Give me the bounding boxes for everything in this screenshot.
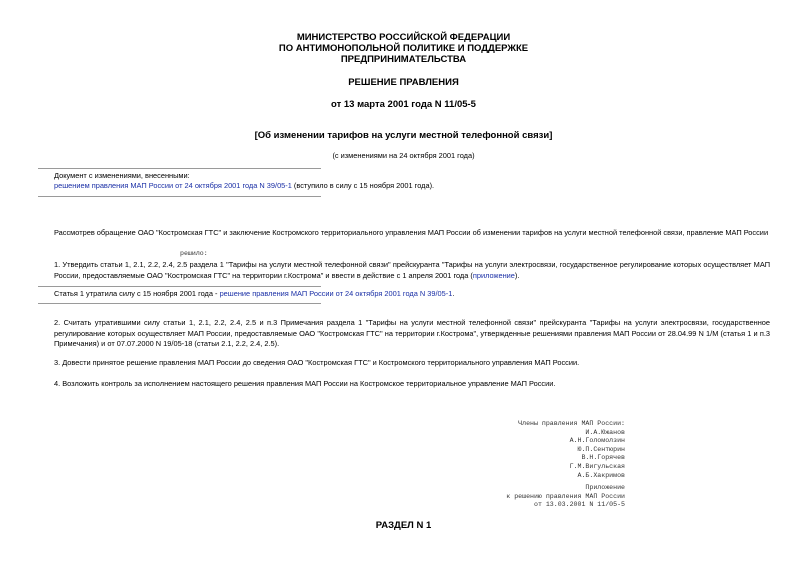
changes-line	[54, 181, 434, 191]
appendix-link[interactable]: приложение	[472, 270, 515, 280]
changes-intro: Документ с изменениями, внесенными:	[54, 171, 190, 180]
ministry-line-3: ПРЕДПРИНИМАТЕЛЬСТВА	[340, 54, 467, 65]
appendix-line-3: от 13.03.2001 N 11/05-5	[533, 501, 625, 509]
changes-link[interactable]: решением правления МАП России от 24 октября 2001 года N 39/05-1	[54, 181, 292, 190]
member-name: Ю.П.Сентюрин	[577, 445, 625, 453]
paragraph-3: 3. Довести принятое решение правления МАП России до сведения ОАО "Костромская ГТС" и Костромского территориального управления МАП России.	[54, 358, 580, 367]
document-title: [Об изменении тарифов на услуги местной телефонной связи]	[254, 130, 553, 141]
paragraph-4: 4. Возложить контроль за исполнением настоящего решения правления МАП России на Костромское территориальное управление МАП России.	[54, 379, 556, 388]
note-divider-bottom	[38, 303, 321, 304]
changes-suffix: (вступило в силу с 15 ноября 2001 года).	[291, 181, 435, 190]
paragraph-1-end: ).	[514, 270, 520, 280]
resolved-label: решило:	[180, 250, 208, 257]
member-name: А.Н.Голомолзин	[569, 437, 625, 445]
ministry-line-2: ПО АНТИМОНОПОЛЬНОЙ ПОЛИТИКЕ И ПОДДЕРЖКЕ	[278, 43, 529, 54]
note-divider-top	[38, 286, 321, 287]
member-name: В.Н.Горячев	[581, 454, 625, 462]
appendix-block	[430, 484, 625, 510]
member-name: Г.М.Вигульская	[569, 462, 625, 470]
decision-heading: РЕШЕНИЕ ПРАВЛЕНИЯ	[348, 77, 459, 88]
repeal-note-end: .	[452, 289, 455, 298]
changes-note: (с изменениями на 24 октября 2001 года)	[332, 151, 475, 160]
decision-date: от 13 марта 2001 года N 11/05-5	[331, 99, 476, 110]
paragraph-1	[54, 260, 770, 281]
repeal-note	[54, 289, 454, 299]
member-name: И.А.Южанов	[585, 428, 625, 436]
member-name: А.Б.Хакримов	[577, 471, 625, 479]
members-label: Члены правления МАП России:	[518, 420, 625, 427]
ministry-line-1: МИНИСТЕРСТВО РОССИЙСКОЙ ФЕДЕРАЦИИ	[296, 32, 511, 43]
appendix-line-1: Приложение	[585, 484, 625, 491]
paragraph-1-text: 1. Утвердить статьи 1, 2.1, 2.2, 2.4, 2.5 раздела 1 "Тарифы на услуги местной телефонной связи" прейскуранта "Тарифы на услуги электросвязи, государственное регулирование которых осуществляет МАП России, предоставляемые ОАО "Костромская ГТС" на территории г.Кострома" и ввести в действие с 1 апреля 2001 года (	[54, 260, 770, 280]
preamble: Рассмотрев обращение ОАО "Костромская ГТС" и заключение Костромского территориального управления МАП России об изменении тарифов на услуги местной телефонной связи, правление МАП России	[54, 228, 769, 237]
divider-top	[38, 168, 321, 169]
signatures-block	[430, 420, 625, 480]
repeal-note-link[interactable]: решение правления МАП России от 24 октября 2001 года N 39/05-1	[219, 289, 453, 298]
divider-bottom	[38, 196, 321, 197]
appendix-line-2: к решению правления МАП России	[506, 492, 625, 500]
repeal-note-text: Статья 1 утратила силу с 15 ноября 2001 года -	[54, 289, 220, 298]
section-heading: РАЗДЕЛ N 1	[375, 520, 432, 531]
paragraph-2: 2. Считать утратившими силу статьи 1, 2.1, 2.2, 2.4, 2.5 и п.3 Примечания раздела 1 "Тарифы на услуги местной телефонной связи" прейскуранта "Тарифы на услуги электросвязи, государственное регулирование которых осуществляет МАП России, предоставляемые ОАО "Костромская ГТС" на территории г.Кострома", утвержденные решениями правления МАП России от 28.04.99 N 1/М (статья 1 и п.3 Примечания) и от 07.07.2000 N 19/05-18 (статьи 2.1, 2.2, 2.4, 2.5).	[54, 318, 770, 348]
